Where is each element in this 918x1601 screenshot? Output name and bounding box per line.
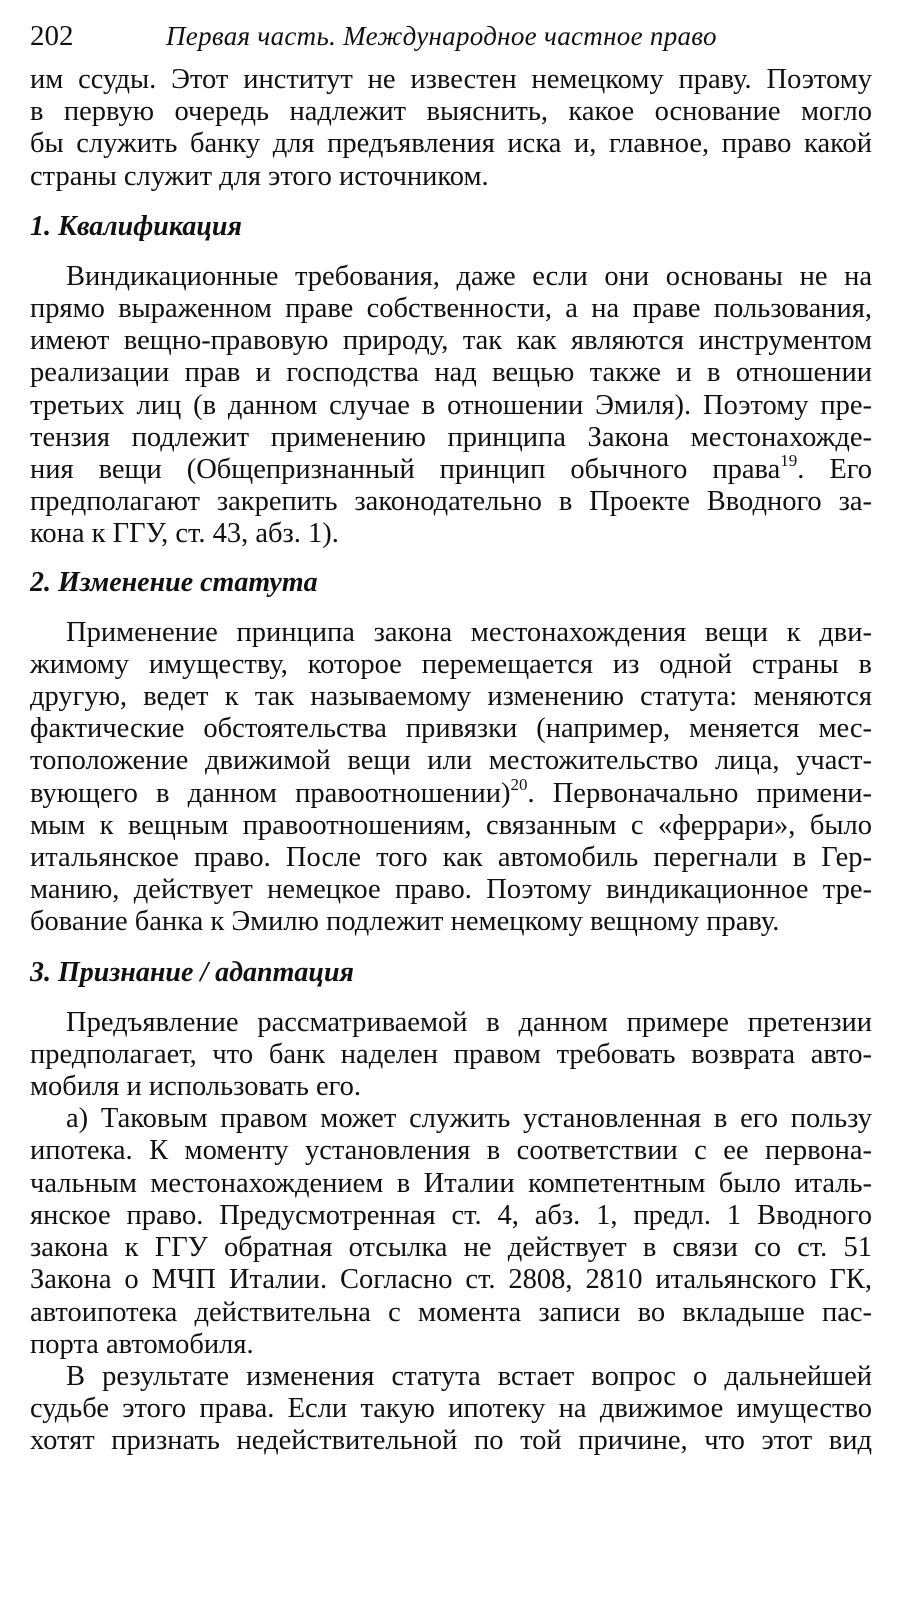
section-heading-statute-change: 2. Изменение статута	[30, 566, 318, 598]
book-page	[30, 14, 872, 1458]
text-line: в первую очередь надлежит выяснить, какое основание могло	[30, 96, 872, 128]
text-line: Виндикационные требования, даже если они основаны не на	[66, 260, 872, 292]
text-line: а) Таковым правом может служить установленная в его пользу	[66, 1103, 872, 1135]
text-line: фактические обстоятельства привязки (например, меняется мес-	[30, 713, 872, 745]
text-line: им ссуды. Этот институт не известен немецкому праву. Поэтому	[30, 64, 872, 95]
section3-paragraph-2	[30, 1103, 872, 1361]
text-line: другую, ведет к так называемому изменению статута: меняются	[30, 681, 872, 713]
section2-paragraph	[30, 617, 872, 939]
text-line: В результате изменения статута встает вопрос о дальнейшей	[66, 1360, 872, 1392]
footnote-ref-20: 20	[510, 774, 528, 794]
text-line: страны служит для этого источником.	[30, 160, 489, 192]
text-line: предполагает, что банк наделен правом требовать возврата авто-	[30, 1038, 872, 1070]
text-line: манию, действует немецкое право. Поэтому виндикационное тре-	[30, 874, 872, 906]
text-line: бы служить банку для предъявления иска и, главное, право какой	[30, 128, 872, 160]
page-number: 202	[30, 20, 74, 52]
text-line: автоипотека действительна с момента записи во вкладыше пас-	[30, 1296, 872, 1328]
section-heading-recognition: 3. Признание / адаптация	[30, 956, 354, 988]
text-line: тоположение движимой вещи или местожительство лица, участ-	[30, 745, 872, 777]
text-line: чальным местонахождением в Италии компетентным было италь-	[30, 1167, 872, 1199]
text-line-with-footnote	[30, 774, 872, 810]
text-line: порта автомобиля.	[30, 1328, 254, 1360]
text-line: хотят признать недействительной по той причине, что этот вид	[30, 1425, 872, 1457]
text-line: третьих лиц (в данном случае в отношении Эмиля). Поэтому пре-	[30, 389, 872, 421]
intro-paragraph	[30, 64, 872, 193]
text-line: тензия подлежит применению принципа Закона местонахожде-	[30, 421, 872, 453]
text-line: Предъявление рассматриваемой в данном примере претензии	[66, 1006, 872, 1038]
text-line: прямо выраженном праве собственности, а на праве пользования,	[30, 293, 872, 325]
text-line: янское право. Предусмотренная ст. 4, абз. 1, предл. 1 Вводного	[30, 1199, 872, 1231]
text-line: закона к ГГУ обратная отсылка не действует в связи со ст. 51	[30, 1232, 872, 1264]
text-line: мым к вещным правоотношениям, связанным с «феррари», было	[30, 809, 872, 841]
text-fragment: . Его	[797, 454, 872, 486]
text-line: судьбе этого права. Если такую ипотеку на движимое имущество	[30, 1393, 872, 1425]
text-line: предполагают закрепить законодательно в Проекте Вводного за-	[30, 486, 872, 518]
section-heading-qualification: 1. Квалификация	[30, 210, 242, 242]
text-line: Применение принципа закона местонахождения вещи к дви-	[66, 616, 872, 648]
text-line: кона к ГГУ, ст. 43, абз. 1).	[30, 518, 339, 550]
text-line: реализации прав и господства над вещью также и в отношении	[30, 357, 872, 389]
text-line: жимому имуществу, которое перемещается из одной страны в	[30, 648, 872, 680]
section3-paragraph-3	[30, 1361, 872, 1458]
text-line: имеют вещно-правовую природу, так как являются инструментом	[30, 325, 872, 357]
page-header	[30, 14, 872, 64]
text-fragment: вующего в данном правоотношении)	[30, 777, 511, 809]
text-line: Закона о МЧП Италии. Согласно ст. 2808, 2810 итальянского ГК,	[30, 1264, 872, 1296]
text-line: ипотека. К моменту установления в соответствии с ее первона-	[30, 1135, 872, 1167]
text-line: итальянское право. После того как автомобиль перегнали в Гер-	[30, 842, 872, 874]
text-line: мобиля и использовать его.	[30, 1071, 362, 1103]
running-head: Первая часть. Международное частное право	[166, 21, 717, 51]
text-fragment: ния вещи (Общепризнанный принцип обычного права	[30, 454, 781, 486]
text-fragment: . Первоначально примени-	[527, 777, 872, 809]
footnote-ref-19: 19	[780, 451, 798, 471]
text-line: бование банка к Эмилю подлежит немецкому вещному праву.	[30, 906, 780, 938]
section1-paragraph	[30, 261, 872, 551]
section3-paragraph-1	[30, 1007, 872, 1104]
text-line-with-footnote	[30, 451, 872, 486]
